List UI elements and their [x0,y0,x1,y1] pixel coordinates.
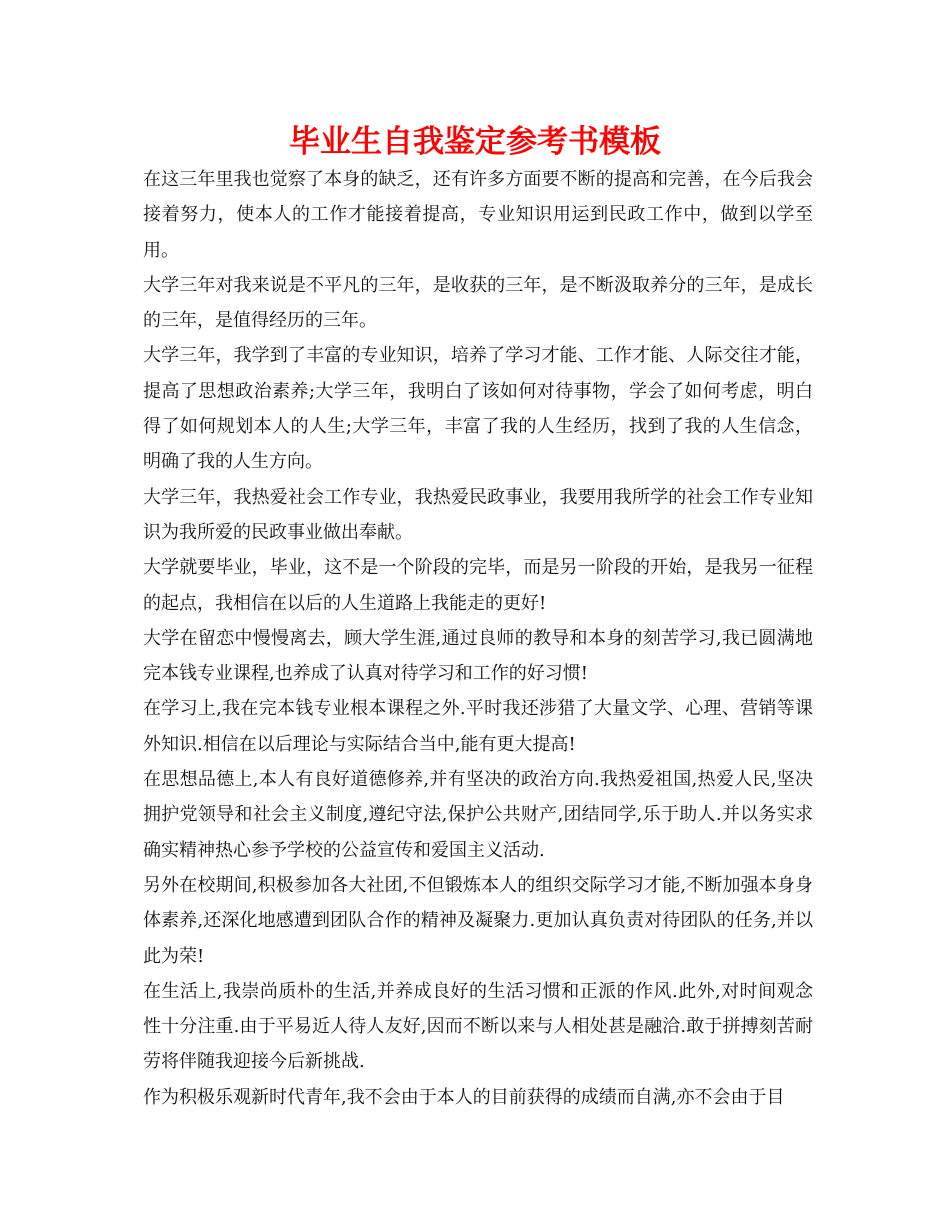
document-body [143,162,813,1115]
paragraph: 大学就要毕业，毕业，这不是一个阶段的完毕，而是另一阶段的开始，是我另一征程的起点，我相信在以后的人生道路上我能走的更好! [143,557,813,614]
paragraph: 大学三年，我热爱社会工作专业，我热爱民政事业，我要用我所学的社会工作专业知识为我所爱的民政事业做出奉献。 [143,486,813,543]
paragraph: 大学在留恋中慢慢离去，顾大学生涯,通过良师的教导和本身的刻苦学习,我已圆满地完本钱专业课程,也养成了认真对待学习和工作的好习惯! [143,627,813,685]
paragraph: 在学习上,我在完本钱专业根本课程之外.平时我还涉猎了大量文学、心理、营销等课外知识.相信在以后理论与实际结合当中,能有更大提高! [143,698,813,755]
paragraph: 另外在校期间,积极参加各大社团,不但锻炼本人的组织交际学习才能,不断加强本身身体素养,还深化地感遭到团队合作的精神及凝聚力.更加认真负责对待团队的任务,并以此为荣! [143,874,813,967]
paragraph: 在生活上,我崇尚质朴的生活,并养成良好的生活习惯和正派的作风.此外,对时间观念性十分注重.由于平易近人待人友好,因而不断以来与人相处甚是融洽.敢于拼搏刻苦耐劳将伴随我迎接今后新挑战. [143,980,813,1073]
paragraph: 大学三年对我来说是不平凡的三年，是收获的三年，是不断汲取养分的三年，是成长的三年，是值得经历的三年。 [143,274,813,332]
paragraph: 在这三年里我也觉察了本身的缺乏，还有许多方面要不断的提高和完善，在今后我会接着努力，使本人的工作才能接着提高，专业知识用运到民政工作中，做到以学至用。 [143,169,813,261]
paragraph: 大学三年，我学到了丰富的专业知识，培养了学习才能、工作才能、人际交往才能，提高了思想政治素养;大学三年，我明白了该如何对待事物，学会了如何考虑，明白得了如何规划本人的人生;大学三年，丰富了我的人生经历，找到了我的人生信念，明确了我的人生方向。 [143,345,813,473]
document-title: 毕业生自我鉴定参考书模板 [289,124,661,160]
paragraph: 在思想品德上,本人有良好道德修养,并有坚决的政治方向.我热爱祖国,热爱人民,坚决拥护党领导和社会主义制度,遵纪守法,保护公共财产,团结同学,乐于助人.并以务实求确实精神热心参予学校的公益宣传和爱国主义活动. [143,769,813,861]
paragraph: 作为积极乐观新时代青年,我不会由于本人的目前获得的成绩而自满,亦不会由于目 [143,1086,785,1108]
